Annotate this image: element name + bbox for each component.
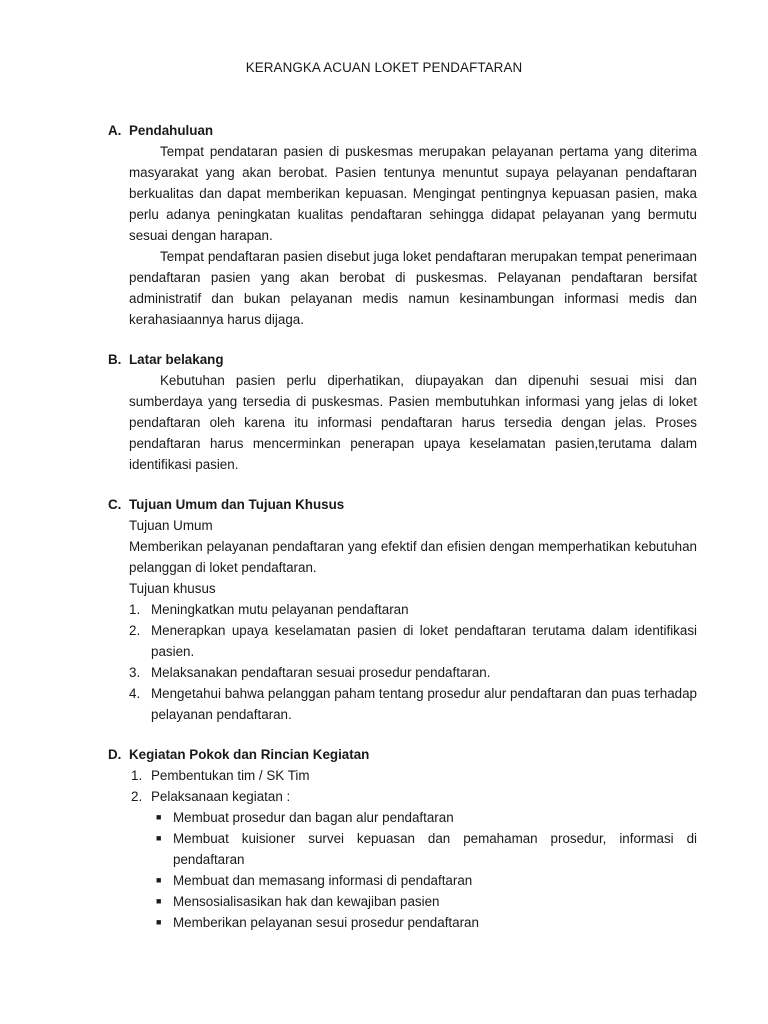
list-item xyxy=(131,765,697,786)
section-a-letter: A. xyxy=(108,123,122,138)
section-b-heading xyxy=(108,349,697,370)
bullet-item xyxy=(151,870,697,891)
section-b-title: Latar belakang xyxy=(129,352,224,367)
list-text: Meningkatkan mutu pelayanan pendaftaran xyxy=(151,602,409,617)
list-number: 3. xyxy=(129,665,141,680)
list-text: Pembentukan tim / SK Tim xyxy=(151,768,310,783)
section-a-paragraph-1: Tempat pendataran pasien di puskesmas merupakan pelayanan pertama yang diterima masyarakat yang akan berobat. Pasien tentunya menuntut supaya pelayanan pendaftaran berkualitas dan dapat memberikan kepuasan. Mengingat pentingnya kepuasan pasien, maka perlu adanya peningkatan kualitas pendaftaran sehingga didapat pelayanan yang bermutu sesuai dengan harapan. xyxy=(129,144,697,243)
bullet-item xyxy=(151,891,697,912)
section-a-heading xyxy=(108,120,697,141)
bullet-text: Membuat prosedur dan bagan alur pendaftaran xyxy=(173,810,454,825)
list-text: Menerapkan upaya keselamatan pasien di loket pendaftaran terutama dalam identifikasi pasien. xyxy=(151,623,697,659)
list-number: 2. xyxy=(131,789,143,804)
section-b-letter: B. xyxy=(108,352,122,367)
section-d xyxy=(108,744,697,933)
section-a-title: Pendahuluan xyxy=(129,123,214,138)
list-item xyxy=(131,786,697,807)
square-bullet-icon: ■ xyxy=(156,896,162,906)
list-item xyxy=(129,683,697,725)
tujuan-khusus-list xyxy=(129,599,697,725)
tujuan-umum-label: Tujuan Umum xyxy=(129,518,213,533)
bullet-item xyxy=(151,807,697,828)
section-a-paragraph-2: Tempat pendaftaran pasien disebut juga loket pendaftaran merupakan tempat penerimaan pendaftaran pasien yang akan berobat di puskesmas. Pelayanan pendaftaran bersifat administratif dan bukan pelayanan medis namun kesinambungan informasi medis dan kerahasiaannya harus dijaga. xyxy=(129,249,697,327)
section-d-heading xyxy=(108,744,697,765)
section-c xyxy=(108,494,697,725)
list-number: 1. xyxy=(131,768,143,783)
tujuan-khusus-label: Tujuan khusus xyxy=(129,581,216,596)
section-c-heading xyxy=(108,494,697,515)
section-d-title: Kegiatan Pokok dan Rincian Kegiatan xyxy=(129,747,370,762)
list-text: Pelaksanaan kegiatan : xyxy=(151,789,291,804)
section-d-letter: D. xyxy=(108,747,122,762)
section-b-paragraph-1: Kebutuhan pasien perlu diperhatikan, diupayakan dan dipenuhi sesuai misi dan sumberdaya yang tersedia di puskesmas. Pasien membutuhkan informasi yang jelas di loket pendaftaran oleh karena itu informasi pendaftaran harus tersedia dengan jelas. Proses pendaftaran harus mencerminkan penerapan upaya keselamatan pasien,terutama dalam identifikasi pasien. xyxy=(129,373,697,472)
document-title: KERANGKA ACUAN LOKET PENDAFTARAN xyxy=(245,60,523,75)
kegiatan-bullet-list xyxy=(151,807,697,933)
square-bullet-icon: ■ xyxy=(156,812,162,822)
list-text: Mengetahui bahwa pelanggan paham tentang prosedur alur pendaftaran dan puas terhadap pelayanan pendaftaran. xyxy=(151,686,697,722)
section-a xyxy=(108,120,697,330)
kegiatan-list xyxy=(131,765,697,807)
bullet-item xyxy=(151,828,697,870)
section-c-title: Tujuan Umum dan Tujuan Khusus xyxy=(129,497,345,512)
list-item xyxy=(129,620,697,662)
section-b xyxy=(108,349,697,475)
bullet-text: Memberikan pelayanan sesui prosedur pendaftaran xyxy=(173,915,479,930)
list-number: 2. xyxy=(129,623,141,638)
square-bullet-icon: ■ xyxy=(156,833,162,843)
list-number: 4. xyxy=(129,686,141,701)
square-bullet-icon: ■ xyxy=(156,875,162,885)
section-c-letter: C. xyxy=(108,497,122,512)
bullet-text: Mensosialisasikan hak dan kewajiban pasien xyxy=(173,894,440,909)
list-number: 1. xyxy=(129,602,141,617)
bullet-item xyxy=(151,912,697,933)
list-item xyxy=(129,599,697,620)
bullet-text: Membuat dan memasang informasi di pendaftaran xyxy=(173,873,473,888)
list-text: Melaksanakan pendaftaran sesuai prosedur pendaftaran. xyxy=(151,665,491,680)
document-body xyxy=(108,120,697,952)
square-bullet-icon: ■ xyxy=(156,917,162,927)
tujuan-umum-text: Memberikan pelayanan pendaftaran yang efektif dan efisien dengan memperhatikan kebutuhan pelanggan di loket pendaftaran. xyxy=(129,539,697,575)
bullet-text: Membuat kuisioner survei kepuasan dan pemahaman prosedur, informasi di pendaftaran xyxy=(173,831,697,867)
list-item xyxy=(129,662,697,683)
